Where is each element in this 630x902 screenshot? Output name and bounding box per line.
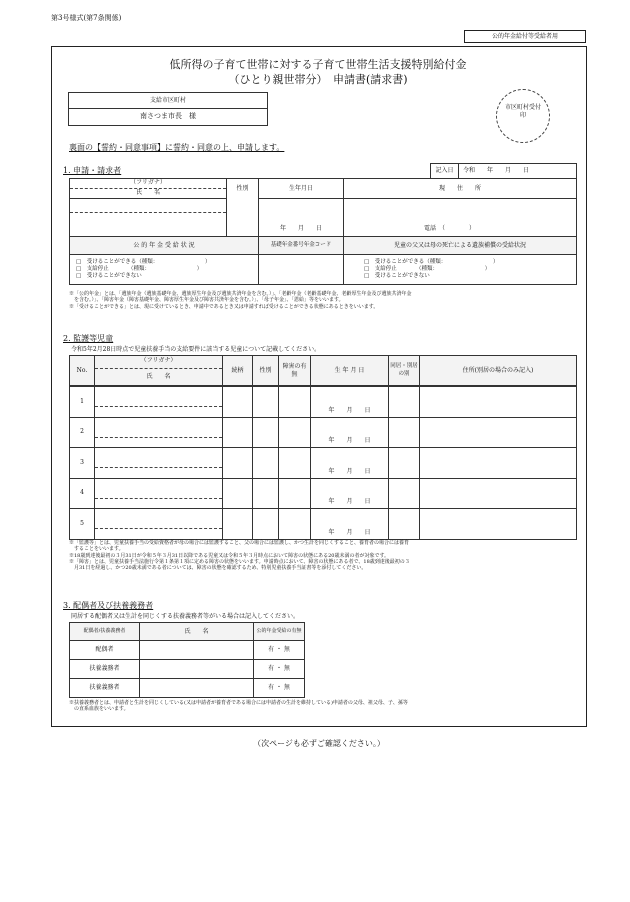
child-address-field[interactable] (420, 509, 577, 540)
section3-intro: 同居する配偶者又は生計を同じくする扶養義務者等がいる場合は記入してください。 (71, 613, 300, 620)
child-birth-field[interactable]: 年 月 日 (311, 478, 389, 509)
applicant-address-cell[interactable] (344, 179, 577, 237)
child-cohabit-field[interactable] (389, 509, 420, 540)
payer-label: 支給市区町村 (69, 93, 268, 109)
col-cohabit: 同居・別居の別 (389, 356, 420, 386)
child-row-number: 5 (70, 509, 95, 540)
child-birth-field[interactable]: 年 月 日 (311, 448, 389, 479)
child-cohabit-field[interactable] (389, 448, 420, 479)
spouse-row-3-name[interactable] (140, 679, 254, 698)
bereaved-status-label: 児童の父又は母の死亡による遺族補償の受給状況 (344, 237, 577, 255)
child-cohabit-field[interactable] (389, 387, 420, 418)
section2-note-2: することをいいます。 (69, 546, 124, 553)
section1-note-3: ※「受けることができる」とは、現に受けているとき、申請中であるとき又は申請すれば受けることができる状態にあるときをいいます。 (69, 303, 379, 310)
reception-stamp-text: 市区町村受付印 (505, 104, 542, 119)
section1-note-2: を含む。）」、「障害年金（障害基礎年金、障害厚生年金及び障害共済年金を含む。）」、「母子年金」、「恩給」等をいいます。 (69, 297, 344, 304)
form-number: 第3号様式(第7条関係) (51, 14, 122, 22)
table-row (70, 509, 577, 540)
child-gender-field[interactable] (253, 509, 279, 540)
col-relation: 続柄 (223, 356, 253, 386)
payer-box (68, 92, 268, 126)
applicant-name-label: 氏 名 (70, 189, 226, 199)
section2-note-1: ※「監護等」とは、児童扶養手当の受給資格者が母の場合には監護すること、父の場合には監護し、かつ生計を同じくすること、養育者の場合には養育 (69, 540, 410, 546)
applicant-table (69, 178, 577, 285)
child-relation-field[interactable] (223, 478, 253, 509)
table-row (70, 417, 577, 448)
bereaved-option-1[interactable]: □ 受けることができる（種類： ） (364, 258, 499, 265)
child-row-number: 3 (70, 448, 95, 479)
child-name-field[interactable] (95, 478, 223, 509)
spouse-row-3-type: 扶養義務者 (70, 679, 140, 698)
child-gender-field[interactable] (253, 417, 279, 448)
child-relation-field[interactable] (223, 448, 253, 479)
spouse-row-2-type: 扶養義務者 (70, 660, 140, 679)
child-name-field[interactable] (95, 417, 223, 448)
spouse-row-1-yesno[interactable]: 有 ・ 無 (254, 641, 305, 660)
child-gender-field[interactable] (253, 448, 279, 479)
child-relation-field[interactable] (223, 387, 253, 418)
applicant-birth-ymd: 年 月 日 (279, 225, 322, 232)
next-page-notice: （次ページも必ずご確認ください。） (253, 739, 385, 748)
basic-pension-number-field[interactable] (259, 255, 344, 285)
applicant-phone-label: 電話 （ ） (424, 225, 476, 232)
child-address-field[interactable] (420, 448, 577, 479)
entry-date-label: 記入日 (431, 164, 459, 179)
spouse-row-3-yesno[interactable]: 有 ・ 無 (254, 679, 305, 698)
child-row-number: 4 (70, 478, 95, 509)
bereaved-options[interactable] (344, 255, 577, 285)
section2-notes (69, 540, 581, 571)
entry-date-box (430, 163, 577, 179)
bereaved-option-2[interactable]: □ 支給停止 （種類： ） (364, 265, 491, 272)
section2-note-5: 月31日を経過し、かつ20歳未満である者については、障害の状態を確認するため、特別児童扶養手当証書等を添付してください。 (69, 565, 367, 571)
applicant-gender-label: 性別 (227, 179, 259, 237)
child-birth-field[interactable]: 年 月 日 (311, 387, 389, 418)
table-row (70, 448, 577, 479)
col-name-label: 氏 名 (146, 372, 171, 380)
applicant-birth-label: 生年月日 (259, 179, 343, 199)
applicant-birth-cell[interactable] (259, 179, 344, 237)
section1-note-1: ※「公的年金」とは、「遺族年金（遺族基礎年金、遺族厚生年金及び遺族共済年金を含む。）」、「老齢年金（老齢基礎年金、老齢厚生年金及び遺族共済年金 (69, 291, 412, 297)
pledge-notice: 裏面の【誓約・同意事項】に誓約・同意の上、申請します。 (69, 143, 285, 152)
col-address: 住所(別居の場合のみ記入) (420, 356, 577, 386)
child-cohabit-field[interactable] (389, 417, 420, 448)
section3-note-2: の直系血族をいいます。 (69, 706, 129, 713)
section1-notes (69, 291, 579, 310)
child-disability-field[interactable] (279, 387, 311, 418)
child-relation-field[interactable] (223, 509, 253, 540)
section2-note-4: ※「障害」とは、児童扶養手当法施行令第１条第１項に定める障害の状態をいいます。申請時点において、障害の状態にある者で、18歳到達後最初の３ (69, 558, 410, 565)
child-row-number: 1 (70, 387, 95, 418)
child-name-field[interactable] (95, 387, 223, 418)
form-subtitle: （ひとり親世帯分） 申請書(請求書) (228, 73, 408, 86)
child-address-field[interactable] (420, 387, 577, 418)
col-name (95, 356, 223, 386)
col-disability: 障害の有無 (279, 356, 311, 386)
form-title: 低所得の子育て世帯に対する子育て世帯生活支援特別給付金 (169, 58, 467, 71)
spouse-col-type: 配偶者/扶養義務者 (70, 623, 140, 641)
child-disability-field[interactable] (279, 478, 311, 509)
applicant-name-cell[interactable] (70, 179, 227, 237)
children-table (69, 355, 577, 386)
section2-intro: 令和5年2月28日時点で児童扶養手当の支給要件に該当する児童について記載してください。 (71, 346, 321, 353)
child-relation-field[interactable] (223, 417, 253, 448)
spouse-row-2-yesno[interactable]: 有 ・ 無 (254, 660, 305, 679)
entry-date-value[interactable]: 令和 年 月 日 (459, 164, 577, 179)
col-furigana: （フリガナ） (95, 357, 222, 369)
section3-note-1: ※扶養義務者とは、申請者と生計を同じくしている(又は申請者が養育者である場合には申請者の生計を維持している)申請者の父母、祖父母、子、孫等 (69, 700, 408, 706)
pension-option-3[interactable]: □ 受けることができない (76, 273, 142, 280)
section3-notes (69, 700, 581, 713)
spouse-col-pension: 公的年金受給の有無 (254, 623, 305, 641)
child-gender-field[interactable] (253, 387, 279, 418)
table-row (70, 387, 577, 418)
bereaved-option-3[interactable]: □ 受けることができない (364, 273, 430, 280)
child-row-number: 2 (70, 417, 95, 448)
section3-heading: 3. 配偶者及び扶養義務者 (63, 601, 154, 610)
child-gender-field[interactable] (253, 478, 279, 509)
pension-status-label: 公 的 年 金 受 給 状 況 (70, 237, 259, 255)
applicant-furigana-label: （フリガナ） (70, 179, 226, 189)
copy-label: 公的年金給付等受給者用 (464, 30, 586, 43)
child-disability-field[interactable] (279, 448, 311, 479)
section2-heading: 2. 監護等児童 (63, 334, 114, 343)
children-body (69, 386, 577, 540)
spouse-row-1-name[interactable] (140, 641, 254, 660)
child-cohabit-field[interactable] (389, 478, 420, 509)
spouse-row-1-type: 配偶者 (70, 641, 140, 660)
spouse-col-name: 氏 名 (140, 623, 254, 641)
child-disability-field[interactable] (279, 509, 311, 540)
child-address-field[interactable] (420, 478, 577, 509)
spouse-row-2-name[interactable] (140, 660, 254, 679)
child-birth-field[interactable]: 年 月 日 (311, 509, 389, 540)
spouse-table (69, 622, 305, 698)
pension-option-2[interactable]: □ 支給停止 （種類： ） (76, 265, 203, 272)
child-disability-field[interactable] (279, 417, 311, 448)
pension-option-1[interactable]: □ 受けることができる（種類： ） (76, 258, 211, 265)
child-address-field[interactable] (420, 417, 577, 448)
col-no: No. (70, 356, 95, 386)
payer-value: 南さつま市長 様 (69, 109, 268, 126)
child-name-field[interactable] (95, 509, 223, 540)
child-name-field[interactable] (95, 448, 223, 479)
table-row (70, 478, 577, 509)
col-birth: 生 年 月 日 (311, 356, 389, 386)
basic-pension-number-label: 基礎年金番号年金コード (259, 237, 344, 255)
section2-note-3: ※18歳到達後最初の３月31日が令和５年３月31日以降である児童又は令和５年３月時点において障害の状態にある20歳未満の者が対象です。 (69, 552, 390, 559)
applicant-address-label: 現 住 所 (344, 179, 576, 199)
section1-heading: 1. 申請・請求者 (63, 166, 122, 175)
col-gender: 性別 (253, 356, 279, 386)
pension-options[interactable] (70, 255, 259, 285)
child-birth-field[interactable]: 年 月 日 (311, 417, 389, 448)
